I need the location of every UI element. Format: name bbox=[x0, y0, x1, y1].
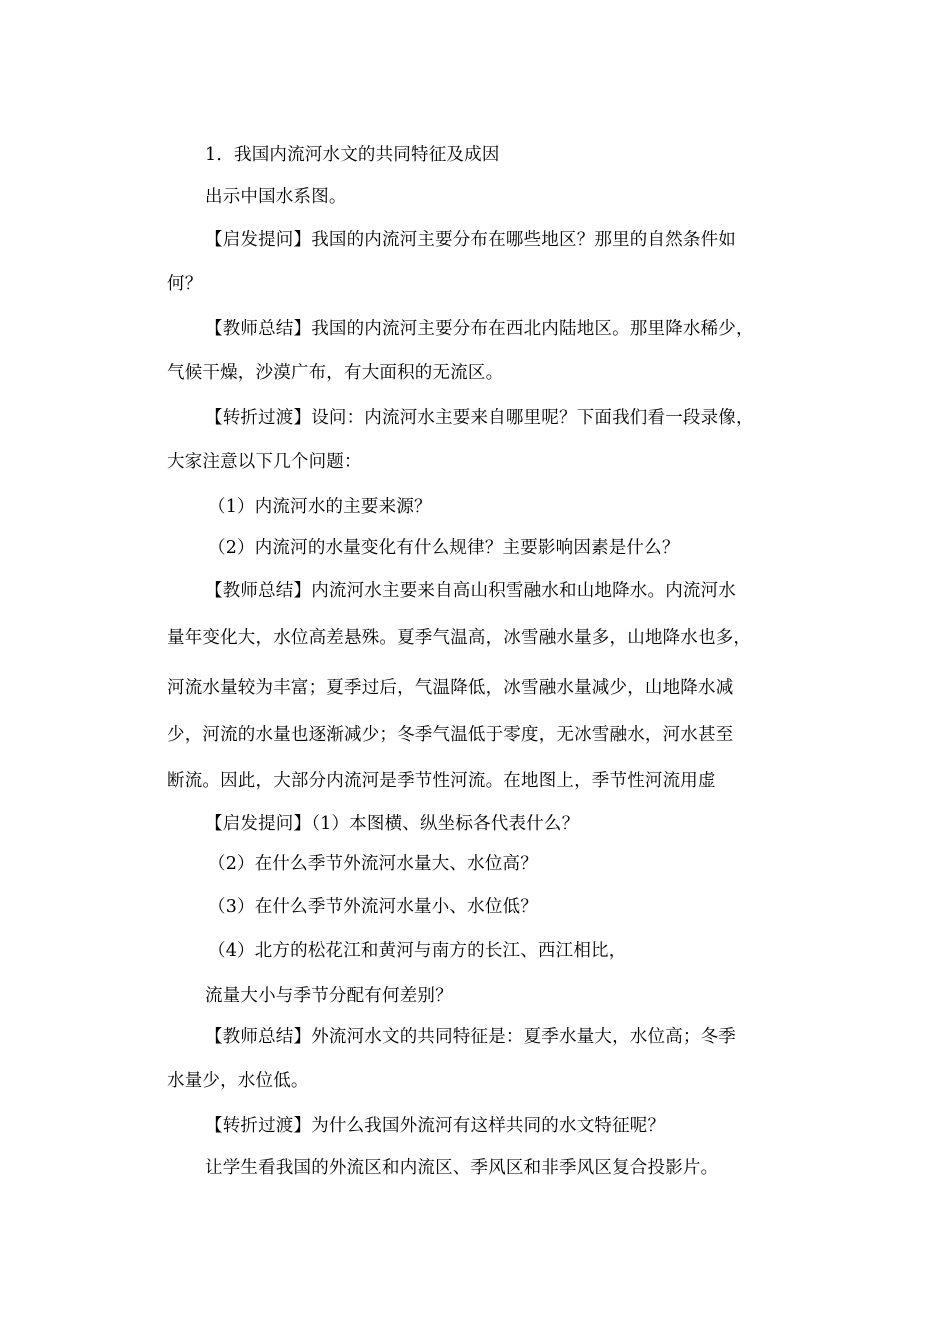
paragraph-line: 出示中国水系图。 bbox=[205, 187, 347, 207]
question-item: （3）在什么季节外流河水量小、水位低？ bbox=[208, 897, 538, 917]
paragraph-line: 量年变化大，水位高差悬殊。夏季气温高，冰雪融水量多，山地降水也多， bbox=[167, 628, 752, 648]
section-heading: 1．我国内流河水文的共同特征及成因 bbox=[205, 145, 500, 165]
paragraph-line: 大家注意以下几个问题： bbox=[167, 452, 362, 472]
paragraph-line: 河流水量较为丰富；夏季过后，气温降低，冰雪融水量减少，山地降水减 bbox=[167, 678, 734, 698]
paragraph-line: 何？ bbox=[167, 274, 203, 294]
paragraph-line: 流量大小与季节分配有何差别？ bbox=[205, 986, 453, 1006]
paragraph-line: 水量少，水位低。 bbox=[167, 1071, 309, 1091]
paragraph-line: 让学生看我国的外流区和内流区、季风区和非季风区复合投影片。 bbox=[205, 1158, 719, 1178]
question-item: （4）北方的松花江和黄河与南方的长江、西江相比， bbox=[208, 941, 627, 961]
paragraph-line: 【教师总结】外流河水文的共同特征是：夏季水量大，水位高；冬季 bbox=[205, 1027, 736, 1047]
paragraph-line: 气候干燥，沙漠广布，有大面积的无流区。 bbox=[167, 363, 504, 383]
paragraph-line: 【转折过渡】设问：内流河水主要来自哪里呢？下面我们看一段录像， bbox=[205, 408, 754, 428]
paragraph-line: 断流。因此，大部分内流河是季节性河流。在地图上，季节性河流用虚 bbox=[167, 771, 716, 791]
paragraph-line: 【启发提问】（1）本图横、纵坐标各代表什么？ bbox=[205, 814, 580, 834]
question-item: （2）内流河的水量变化有什么规律？主要影响因素是什么？ bbox=[208, 538, 680, 558]
paragraph-line: 少，河流的水量也逐渐减少；冬季气温低于零度，无冰雪融水，河水甚至 bbox=[167, 725, 734, 745]
question-item: （1）内流河水的主要来源？ bbox=[208, 497, 432, 517]
paragraph-line: 【转折过渡】为什么我国外流河有这样共同的水文特征呢？ bbox=[205, 1116, 666, 1136]
paragraph-line: 【启发提问】我国的内流河主要分布在哪些地区？那里的自然条件如 bbox=[205, 230, 736, 250]
question-item: （2）在什么季节外流河水量大、水位高？ bbox=[208, 854, 538, 874]
paragraph-line: 【教师总结】内流河水主要来自高山积雪融水和山地降水。内流河水 bbox=[205, 581, 736, 601]
paragraph-line: 【教师总结】我国的内流河主要分布在西北内陆地区。那里降水稀少， bbox=[205, 319, 754, 339]
